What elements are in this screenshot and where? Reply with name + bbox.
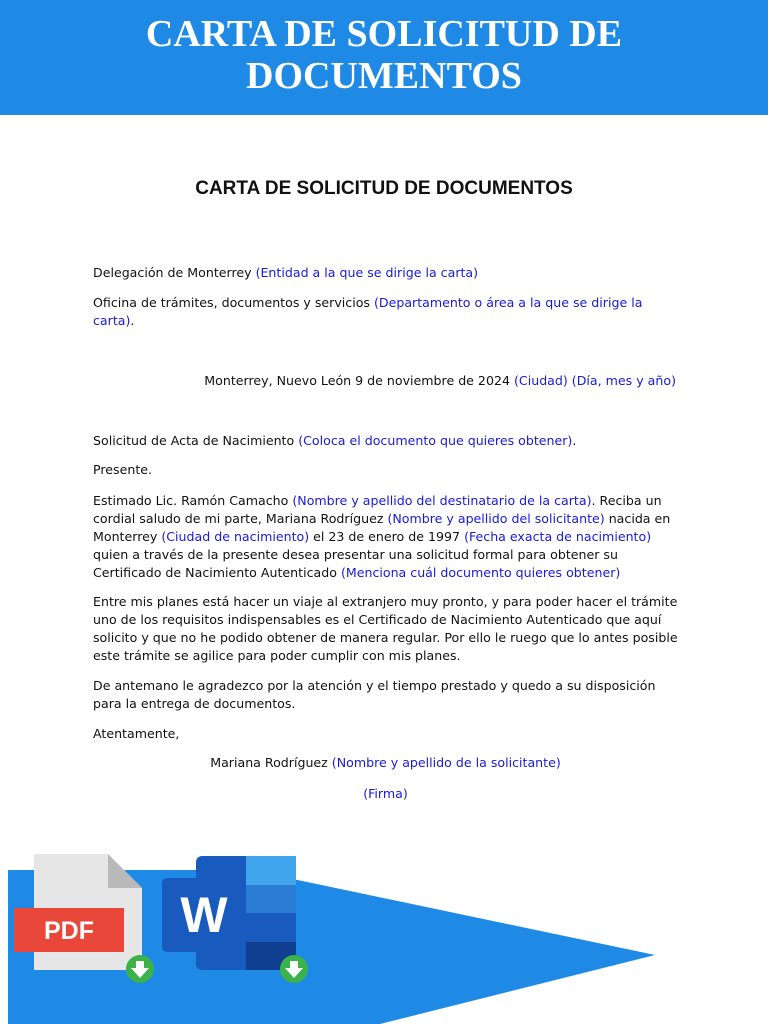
banner-title-line-2: DOCUMENTOS <box>246 55 522 97</box>
word-doc-band-1 <box>246 856 296 885</box>
subject-text: Solicitud de Acta de Nacimiento <box>93 433 299 448</box>
recipient-department-hint: (Departamento o área a la que se dirige la carta) <box>93 295 643 328</box>
recipient-department-tail: . <box>130 313 135 328</box>
date-text: Monterrey, Nuevo León 9 de noviembre de 2024 <box>204 373 514 388</box>
body1-text-4: el 23 de enero de 1997 <box>309 529 465 544</box>
banner-title-line-1: CARTA DE SOLICITUD DE <box>145 13 623 55</box>
recipient-entity-text: Delegación de Monterrey <box>93 265 256 280</box>
body1-hint-3: (Ciudad de nacimiento) <box>161 529 310 544</box>
body1-text-2: . Reciba un cordial saludo de mi parte, Mariana Rodríguez <box>93 493 662 526</box>
recipient-department <box>93 294 678 330</box>
body1-text-3: nacida en Monterrey <box>93 511 671 544</box>
body-paragraph-2: Entre mis planes está hacer un viaje al extranjero muy pronto, y para poder hacer el trámite uno de los requisitos indispensables es el Certificado de Nacimiento Autenticado que aquí solicito y que no he podido obtener de manera regular. Por ello le ruego que lo antes posible este trámite se agilice para poder cumplir con mis planes. <box>93 594 678 663</box>
word-doc-band-2 <box>246 885 296 913</box>
recipient-entity-hint: (Entidad a la que se dirige la carta) <box>255 265 479 280</box>
pdf-label: PDF <box>44 917 94 945</box>
body1-hint-1: (Nombre y apellido del destinatario de la carta) <box>292 493 592 508</box>
body1-text-5: quien a través de la presente desea presentar una solicitud formal para obtener su Certificado de Nacimiento Autenticado <box>93 547 618 580</box>
date-hint: (Ciudad) (Día, mes y año) <box>514 373 676 388</box>
body-paragraph-1 <box>93 492 678 582</box>
signature-name: Mariana Rodríguez <box>210 755 332 770</box>
header-banner <box>0 0 768 115</box>
date-line <box>93 372 676 390</box>
firma-placeholder: (Firma) <box>363 786 408 801</box>
recipient-entity <box>93 264 678 282</box>
body-paragraph-3: De antemano le agradezco por la atención y el tiempo prestado y quedo a su disposición para la entrega de documentos. <box>93 678 656 711</box>
presente-line: Presente. <box>93 462 153 477</box>
closing-line: Atentamente, <box>93 726 180 741</box>
body1-hint-5: (Menciona cuál documento quieres obtener) <box>340 565 621 580</box>
body1-hint-4: (Fecha exacta de nacimiento) <box>464 529 652 544</box>
subject-tail: . <box>572 433 577 448</box>
subject-line <box>93 432 678 450</box>
document-title: CARTA DE SOLICITUD DE DOCUMENTOS <box>195 178 573 199</box>
word-doc-band-3 <box>246 913 296 942</box>
recipient-department-text: Oficina de trámites, documentos y servicios <box>93 295 374 310</box>
subject-hint: (Coloca el documento que quieres obtener) <box>298 433 573 448</box>
body1-hint-2: (Nombre y apellido del solicitante) <box>387 511 605 526</box>
signature-hint: (Nombre y apellido de la solicitante) <box>331 755 561 770</box>
signature-line <box>93 754 678 772</box>
body1-text-1: Estimado Lic. Ramón Camacho <box>93 493 293 508</box>
download-illustration <box>0 840 768 1024</box>
word-letter: W <box>180 887 228 943</box>
